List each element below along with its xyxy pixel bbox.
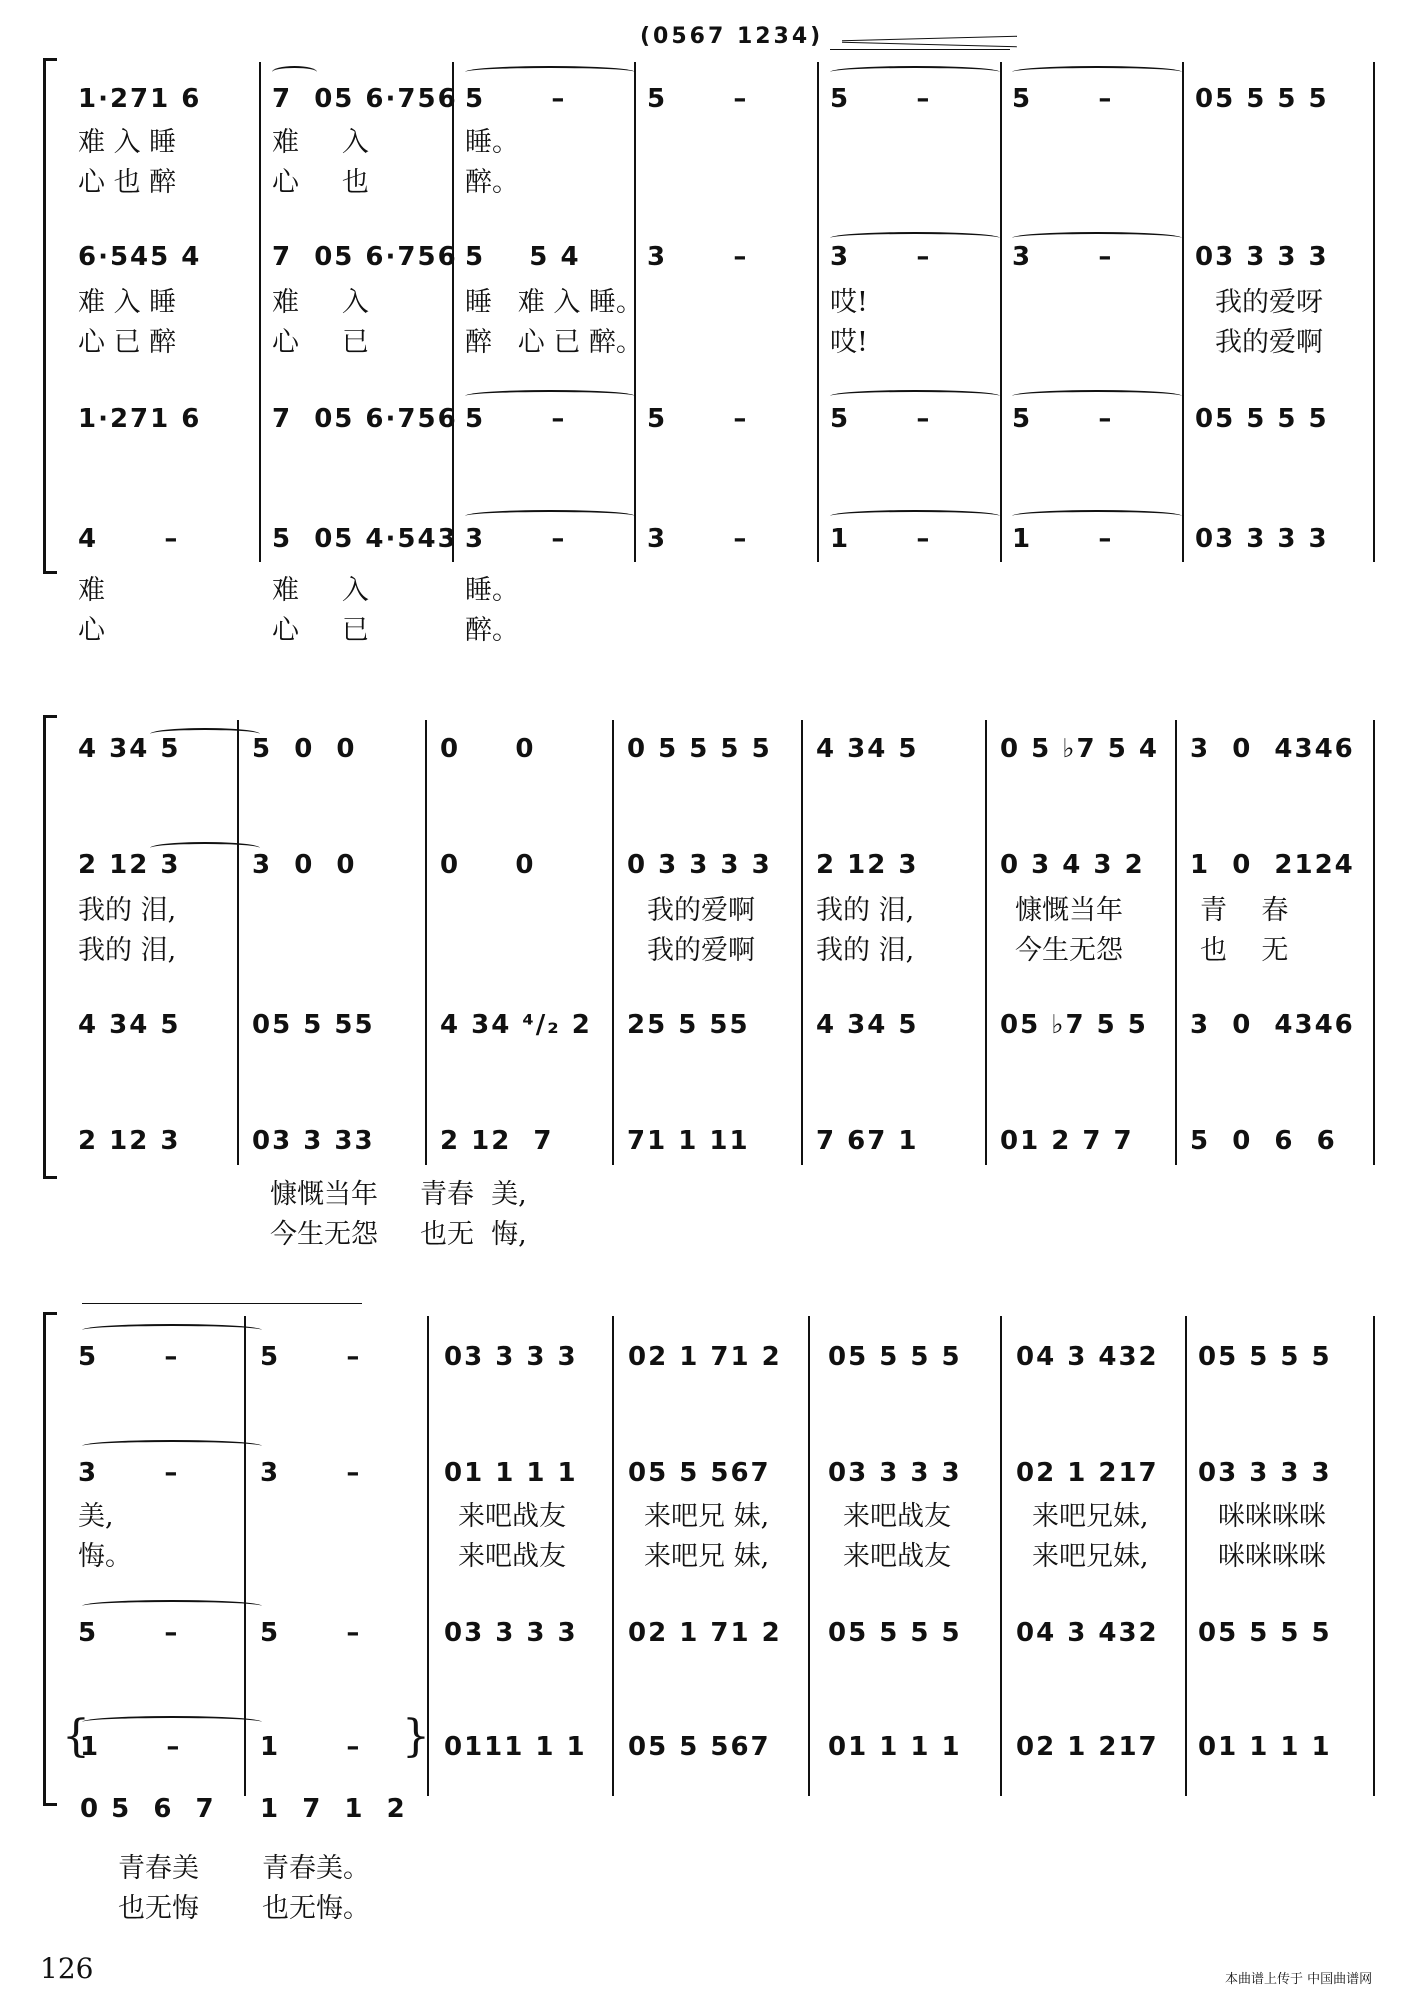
notation: 5 –: [465, 84, 567, 114]
barline: [1373, 62, 1375, 562]
barline: [1373, 1316, 1375, 1796]
lyric: 我的爱啊: [647, 895, 755, 926]
lyric: 心: [78, 615, 105, 646]
page-number: 126: [40, 1952, 94, 1985]
lyric: 睡 难 入 睡。: [465, 287, 643, 318]
notation: 3 –: [465, 524, 567, 554]
barline: [801, 720, 803, 1165]
notation: 03 3 3 3: [444, 1618, 578, 1648]
notation: 3 –: [830, 242, 932, 272]
notation: 1·271 6: [78, 84, 202, 114]
notation: 01 1 1 1: [828, 1732, 962, 1762]
notation: 4 34 5: [816, 1010, 919, 1040]
notation: 71 1 11: [627, 1126, 750, 1156]
tie: [272, 66, 317, 78]
notation: 4 34 5: [78, 734, 181, 764]
lyric: 青春美。: [262, 1853, 370, 1884]
lyric: 我的 泪,: [78, 935, 177, 966]
notation: 7 05 6·756: [272, 84, 458, 114]
notation: 05 5 5 5: [828, 1342, 962, 1372]
lyric: 难 入: [272, 575, 369, 606]
voice-row: [0, 1122, 1417, 1160]
lyric: 也无 悔,: [420, 1219, 527, 1250]
barline: [1000, 1316, 1002, 1796]
lyric: 来吧兄 妹,: [644, 1541, 770, 1572]
lyric: 悔。: [78, 1541, 132, 1572]
lyric: 青 春: [1200, 895, 1289, 926]
tie: [830, 510, 1000, 522]
lyric: 哎!: [830, 287, 868, 318]
notation: 03 3 3 3: [828, 1458, 962, 1488]
lyric: 慷慨当年: [1015, 895, 1123, 926]
notation: 01 1 1 1: [444, 1458, 578, 1488]
notation: 5 –: [260, 1342, 362, 1372]
lyric: 咪咪咪咪: [1218, 1501, 1326, 1532]
tie: [465, 510, 635, 522]
notation: 5 05 4·543: [272, 524, 458, 554]
tie: [830, 232, 1000, 244]
notation: 0 5 ♭7 5 4: [1000, 734, 1159, 764]
notation: 3 0 4346: [1190, 734, 1355, 764]
lyric: 咪咪咪咪: [1218, 1541, 1326, 1572]
voice-row: [0, 846, 1417, 884]
lyric: 难 入 睡: [78, 127, 177, 158]
notation: 1 –: [260, 1732, 362, 1762]
lyric: 也无悔: [118, 1893, 199, 1924]
lyric: 心 已: [272, 327, 369, 358]
hairpin: [830, 49, 1010, 50]
notation: 5 –: [647, 84, 749, 114]
notation: 2 12 7: [440, 1126, 554, 1156]
notation: 5 –: [78, 1618, 180, 1648]
notation: 5 –: [78, 1342, 180, 1372]
notation: 01 2 7 7: [1000, 1126, 1134, 1156]
lyric: 慷慨当年: [270, 1179, 378, 1210]
voice-row: [0, 1338, 1417, 1376]
lyric: 今生无怨: [270, 1219, 378, 1250]
voice-row: [0, 400, 1417, 438]
notation: 7 67 1: [816, 1126, 919, 1156]
notation: 1 –: [80, 1732, 182, 1762]
notation: 05 5 5 5: [1198, 1342, 1332, 1372]
notation: 0 5 6 7: [80, 1794, 216, 1824]
notation: 0 5 5 5 5: [627, 734, 772, 764]
site-credit: 本曲谱上传于 中国曲谱网: [1225, 1972, 1373, 1987]
notation: 04 3 432: [1016, 1342, 1159, 1372]
lyric: 难 入: [272, 287, 369, 318]
notation: 1·271 6: [78, 404, 202, 434]
notation: 3 –: [260, 1458, 362, 1488]
notation: 5 –: [830, 84, 932, 114]
lyric: 我的 泪,: [816, 935, 915, 966]
header-hairpin: [842, 36, 1017, 42]
voice-row: [0, 1728, 1417, 1766]
tie: [82, 1600, 262, 1612]
lyric: 难: [78, 575, 105, 606]
notation: 5 –: [1012, 404, 1114, 434]
tie: [1012, 510, 1182, 522]
notation: 02 1 217: [1016, 1732, 1159, 1762]
voice-row: [0, 1614, 1417, 1652]
notation: 05 5 5 5: [1195, 84, 1329, 114]
notation: 03 3 3 3: [1195, 524, 1329, 554]
lyric: 今生无怨: [1015, 935, 1123, 966]
notation: 0 3 4 3 2: [1000, 850, 1145, 880]
lyric: 青春 美,: [420, 1179, 527, 1210]
lyric: 我的爱啊: [647, 935, 755, 966]
notation: 25 5 55: [627, 1010, 750, 1040]
notation: 5 5 4: [465, 242, 581, 272]
barline: [1000, 62, 1002, 562]
barline: [817, 62, 819, 562]
tie: [1012, 66, 1182, 78]
notation: 2 12 3: [78, 1126, 181, 1156]
lyric: 醉。: [465, 167, 519, 198]
notation: 05 5 5 5: [1198, 1618, 1332, 1648]
lyric: 来吧兄 妹,: [644, 1501, 770, 1532]
lyric: 睡。: [465, 127, 519, 158]
tie: [830, 66, 1000, 78]
system-bracket: [43, 715, 57, 1179]
barline: [612, 720, 614, 1165]
header-hairpin: [842, 42, 1017, 48]
lyric: 来吧兄妹,: [1032, 1501, 1149, 1532]
notation: 3 0 4346: [1190, 1010, 1355, 1040]
tie: [465, 390, 635, 402]
lyric: 睡。: [465, 575, 519, 606]
notation: 5 –: [465, 404, 567, 434]
notation: 4 –: [78, 524, 180, 554]
lyric: 来吧战友: [458, 1541, 566, 1572]
notation: 0 3 3 3 3: [627, 850, 772, 880]
voice-row: [0, 520, 1417, 558]
barline: [1185, 1316, 1187, 1796]
notation: 03 3 3 3: [444, 1342, 578, 1372]
hairpin: [82, 1303, 362, 1304]
lyric: 心 也: [272, 167, 369, 198]
lyric: 难 入: [272, 127, 369, 158]
notation: 1 0 2124: [1190, 850, 1355, 880]
barline: [1373, 720, 1375, 1165]
lyric: 醉 心 已 醉。: [465, 327, 643, 358]
notation: 01 1 1 1: [1198, 1732, 1332, 1762]
notation: 02 1 71 2: [628, 1342, 782, 1372]
notation: 2 12 3: [816, 850, 919, 880]
notation: 5 0 6 6: [1190, 1126, 1337, 1156]
notation: 03 3 33: [252, 1126, 375, 1156]
lyric: 青春美: [118, 1853, 199, 1884]
notation: 05 5 55: [252, 1010, 375, 1040]
notation: 3 0 0: [252, 850, 357, 880]
notation: 5 –: [1012, 84, 1114, 114]
barline: [259, 62, 261, 562]
notation: 7 05 6·756: [272, 404, 458, 434]
barline: [612, 1316, 614, 1796]
notation: 04 3 432: [1016, 1618, 1159, 1648]
tie: [1012, 390, 1182, 402]
lyric: 醉。: [465, 615, 519, 646]
pickup-header: (0567 1234): [640, 24, 824, 49]
tie: [1012, 232, 1182, 244]
notation: 3 –: [1012, 242, 1114, 272]
notation: 5 –: [260, 1618, 362, 1648]
notation: 3 –: [78, 1458, 180, 1488]
divisi-brace-close: }: [402, 1711, 430, 1762]
voice-row: [0, 80, 1417, 118]
lyric: 也无悔。: [262, 1893, 370, 1924]
barline: [1175, 720, 1177, 1165]
voice-row: [0, 238, 1417, 276]
notation: 03 3 3 3: [1195, 242, 1329, 272]
lyric: 也 无: [1200, 935, 1289, 966]
notation: 1 7 1 2: [260, 1794, 407, 1824]
lyric: 心 也 醉: [78, 167, 177, 198]
notation: 05 ♭7 5 5: [1000, 1010, 1148, 1040]
notation: 2 12 3: [78, 850, 181, 880]
barline: [808, 1316, 810, 1796]
notation: 05 5 567: [628, 1458, 771, 1488]
notation: 5 0 0: [252, 734, 357, 764]
notation: 4 34 ⁴/₂ 2: [440, 1010, 592, 1040]
notation: 0 0: [440, 850, 536, 880]
lyric: 来吧兄妹,: [1032, 1541, 1149, 1572]
notation: 0111 1 1: [444, 1732, 587, 1762]
notation: 03 3 3 3: [1198, 1458, 1332, 1488]
barline: [1182, 62, 1184, 562]
lyric: 我的爱啊: [1215, 327, 1323, 358]
notation: 7 05 6·756: [272, 242, 458, 272]
voice-row-divisi: [0, 1790, 420, 1828]
notation: 05 5 5 5: [1195, 404, 1329, 434]
notation: 1 –: [1012, 524, 1114, 554]
notation: 3 –: [647, 524, 749, 554]
system-bracket: [43, 58, 57, 574]
lyric: 心 已: [272, 615, 369, 646]
notation: 02 1 217: [1016, 1458, 1159, 1488]
notation: 0 0: [440, 734, 536, 764]
tie: [82, 1440, 262, 1452]
divisi-brace-open: {: [62, 1711, 90, 1762]
notation: 1 –: [830, 524, 932, 554]
barline: [237, 720, 239, 1165]
notation: 02 1 71 2: [628, 1618, 782, 1648]
lyric: 心 已 醉: [78, 327, 177, 358]
notation: 6·545 4: [78, 242, 202, 272]
notation: 4 34 5: [78, 1010, 181, 1040]
notation: 05 5 567: [628, 1732, 771, 1762]
barline: [985, 720, 987, 1165]
voice-row: [0, 1006, 1417, 1044]
notation: 05 5 5 5: [828, 1618, 962, 1648]
tie: [82, 1716, 262, 1728]
notation: 3 –: [647, 242, 749, 272]
lyric: 我的 泪,: [816, 895, 915, 926]
barline: [452, 62, 454, 562]
lyric: 我的爱呀: [1215, 287, 1323, 318]
tie: [82, 1324, 262, 1336]
notation: 5 –: [830, 404, 932, 434]
lyric: 美,: [78, 1501, 114, 1532]
voice-row: [0, 730, 1417, 768]
lyric: 难 入 睡: [78, 287, 177, 318]
barline: [425, 720, 427, 1165]
lyric: 哎!: [830, 327, 868, 358]
tie: [830, 390, 1000, 402]
voice-row: [0, 1454, 1417, 1492]
lyric: 来吧战友: [458, 1501, 566, 1532]
lyric: 来吧战友: [843, 1501, 951, 1532]
notation: 4 34 5: [816, 734, 919, 764]
lyric: 我的 泪,: [78, 895, 177, 926]
tie: [465, 66, 635, 78]
notation: 5 –: [647, 404, 749, 434]
lyric: 来吧战友: [843, 1541, 951, 1572]
